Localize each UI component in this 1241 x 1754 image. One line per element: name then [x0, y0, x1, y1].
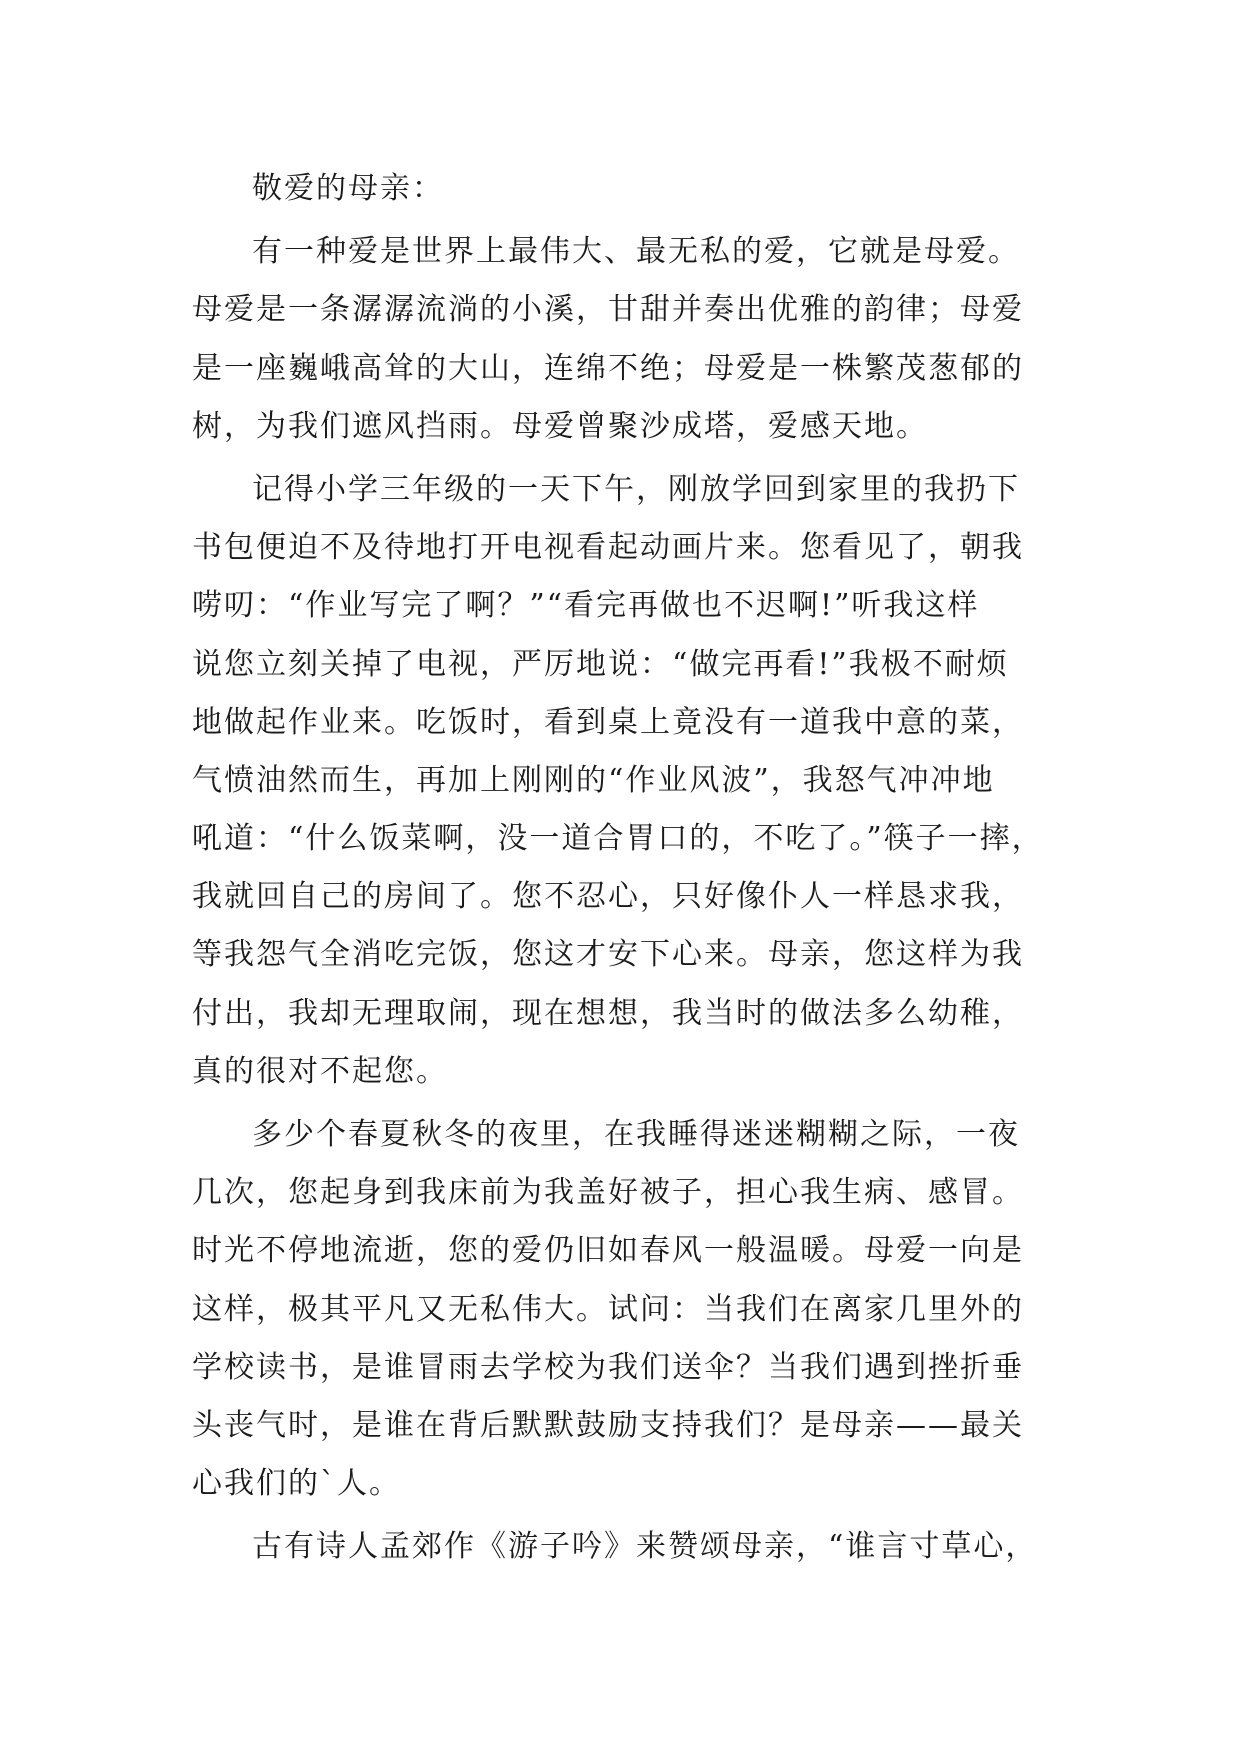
paragraph-line: 母爱是一条潺潺流淌的小溪，甘甜并奏出优雅的韵律；母爱: [192, 292, 1024, 328]
paragraph-line: 时光不停地流逝，您的爱仍旧如春风一般温暖。母爱一向是: [192, 1233, 1024, 1269]
paragraph-line: 有一种爱是世界上最伟大、最无私的爱，它就是母爱。: [252, 234, 1020, 270]
paragraph-line: 几次，您起身到我床前为我盖好被子，担心我生病、感冒。: [192, 1175, 1024, 1211]
paragraph-line: 真的很对不起您。: [192, 1053, 448, 1089]
paragraph-line: 等我怨气全消吃完饭，您这才安下心来。母亲，您这样为我: [192, 937, 1024, 973]
salutation: 敬爱的母亲：: [252, 171, 444, 206]
paragraph-line: 付出，我却无理取闹，现在想想，我当时的做法多么幼稚，: [192, 995, 1024, 1031]
paragraph-line: 吼道：“什么饭菜啊，没一道合胃口的，不吃了。”筷子一摔，: [192, 821, 1044, 857]
paragraph-2: [192, 461, 1072, 1101]
paragraph-line: 这样，极其平凡又无私伟大。试问：当我们在离家几里外的: [192, 1291, 1024, 1327]
paragraph-line: 树，为我们遮风挡雨。母爱曾聚沙成塔，爱感天地。: [192, 408, 928, 444]
paragraph-line: 是一座巍峨高耸的大山，连绵不绝；母爱是一株繁茂葱郁的: [192, 350, 1024, 386]
paragraph-4: [192, 1518, 1072, 1576]
paragraph-line: 古有诗人孟郊作《游子吟》来赞颂母亲，“谁言寸草心，: [252, 1529, 1038, 1565]
paragraph-line: 学校读书，是谁冒雨去学校为我们送伞？当我们遇到挫折垂: [192, 1349, 1024, 1385]
paragraph-3: [192, 1106, 1072, 1513]
paragraph-line: 多少个春夏秋冬的夜里，在我睡得迷迷糊糊之际，一夜: [252, 1117, 1020, 1152]
paragraph-line: 唠叨：“作业写完了啊？”“看完再做也不迟啊!”听我这样: [192, 588, 980, 624]
paragraph-line: 头丧气时，是谁在背后默默鼓励支持我们？是母亲——最关: [192, 1407, 1024, 1443]
paragraph-line: 气愤油然而生，再加上刚刚的“作业风波”，我怒气冲冲地: [192, 762, 995, 798]
paragraph-line: 说您立刻关掉了电视，严厉地说：“做完再看!”我极不耐烦: [192, 646, 1009, 682]
paragraph-line: 地做起作业来。吃饭时，看到桌上竟没有一道我中意的菜，: [192, 704, 1024, 740]
letter-body: [192, 160, 1072, 1577]
paragraph-1: [192, 223, 1072, 456]
paragraph-line: 我就回自己的房间了。您不忍心，只好像仆人一样恳求我，: [192, 879, 1024, 915]
paragraph-line: 记得小学三年级的一天下午，刚放学回到家里的我扔下: [252, 471, 1020, 507]
paragraph-line: 书包便迫不及待地打开电视看起动画片来。您看见了，朝我: [192, 530, 1024, 566]
paragraph-line: 心我们的`人。: [192, 1466, 401, 1502]
